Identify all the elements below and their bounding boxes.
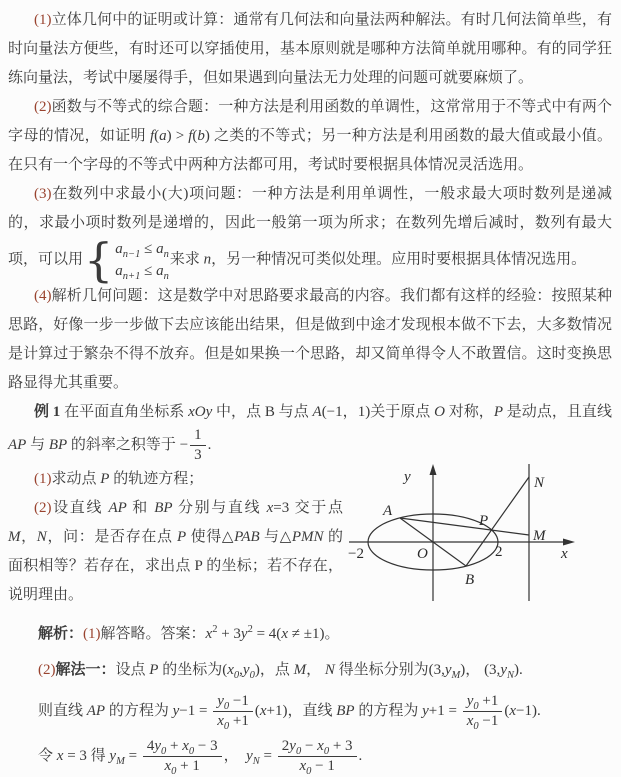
text-run — [115, 238, 169, 282]
text-run: ，另一种情况可类似处理。应用时要根据具体情况选用。 — [211, 251, 587, 268]
text-run: 的方程为 — [354, 702, 423, 719]
point-p-label: P — [479, 512, 489, 529]
math-variable: AP — [86, 702, 106, 719]
math-variable: x — [217, 712, 224, 729]
y-axis-arrow-icon — [430, 464, 437, 475]
math-roman: − 1 — [311, 758, 335, 775]
math-variable: x — [56, 748, 64, 765]
math-variable: a — [156, 241, 164, 257]
math-roman: . — [207, 437, 212, 454]
math-variable: x — [227, 661, 234, 678]
math-subscript: 0 — [473, 720, 479, 732]
math-variable: a — [159, 128, 167, 144]
math-superscript: 2 — [247, 623, 253, 635]
math-roman: + — [166, 738, 183, 754]
paragraph-2 — [8, 93, 612, 180]
math-variable: y — [240, 625, 248, 642]
math-subscript: 0 — [188, 746, 195, 757]
math-roman: −1 — [229, 692, 249, 709]
math-subscript: 0 — [223, 700, 230, 712]
math-variable: AP — [108, 499, 127, 516]
text-run: 则直线 — [38, 702, 87, 719]
point-m-label: M — [533, 527, 546, 544]
math-subscript: M — [451, 669, 461, 681]
math-variable: x — [182, 738, 189, 754]
math-roman: ( — [254, 702, 260, 719]
text-run: 与点 — [274, 404, 313, 420]
math-variable: A — [312, 404, 322, 420]
math-variable: x — [205, 625, 213, 642]
text-run: 例 1 — [34, 404, 61, 420]
fraction — [143, 738, 222, 776]
text-run: ， — [306, 661, 325, 678]
math-roman: ≤ — [140, 263, 157, 279]
math-variable: y — [466, 692, 474, 709]
math-variable: x — [466, 712, 474, 729]
math-variable: y — [154, 738, 161, 754]
math-roman: (3, — [428, 661, 445, 678]
text-run: 在数列中求最小(大)项问题：一种方法是利用单调性，一般求最大项时数列是递减的，求最小项时数列是递增的，因此一般第一项为所求；在数列先增后减时，数列有最大项，可以用 — [8, 186, 612, 268]
text-run: 的方程为 — [105, 702, 173, 719]
text-run: 求动点 — [51, 470, 101, 487]
math-subscript: n — [163, 249, 169, 260]
tick-label-neg2: −2 — [348, 545, 364, 562]
text-run: 得 — [90, 748, 110, 765]
math-variable: BP — [48, 437, 68, 454]
text-run — [213, 693, 253, 712]
math-roman: +1 — [229, 712, 249, 729]
text-run — [278, 738, 357, 757]
paragraph-marker: (3) — [34, 186, 52, 202]
text-run: ，直线 — [287, 702, 337, 719]
math-subscript: N — [252, 756, 260, 768]
text-run: 。 — [324, 625, 340, 642]
math-roman: . — [358, 748, 363, 765]
math-variable: P — [493, 404, 503, 420]
math-subscript: 0 — [233, 669, 240, 681]
math-roman: = — [124, 748, 141, 765]
math-roman: −1 = — [179, 702, 212, 719]
math-roman: −1). — [516, 702, 541, 719]
math-roman: +1 — [478, 692, 499, 709]
math-roman: P — [194, 557, 203, 574]
math-roman: − — [179, 437, 189, 454]
math-variable: N — [36, 528, 47, 545]
fraction — [190, 427, 206, 465]
math-subscript: N — [506, 669, 514, 681]
math-variable: f — [188, 128, 193, 144]
text-run: ，点 — [259, 661, 294, 678]
math-variable: y — [289, 738, 296, 754]
paragraph-marker: (2) — [38, 661, 56, 678]
math-variable: P — [100, 470, 110, 487]
math-variable: PAB — [234, 528, 260, 545]
text-run: 与 — [26, 437, 49, 454]
math-variable: P — [149, 661, 159, 678]
math-variable: x — [317, 738, 324, 754]
text-run: 关于原点 — [370, 404, 435, 420]
math-roman: = 3 — [63, 748, 91, 765]
text-run: 得坐标分别为 — [334, 661, 429, 678]
math-variable: y — [500, 661, 507, 678]
math-roman: ( — [222, 661, 228, 678]
paragraph-marker: (4) — [34, 288, 52, 304]
brace-icon: { — [84, 233, 114, 287]
math-roman: + 1 — [176, 758, 200, 775]
text-run: 对称， — [444, 404, 494, 420]
text-run: 之类的不等式；另一种方法是利用函数的最大值或最小值。在只有一个字母的不等式中两种方法都可用，考试时要根据具体情况灵活选用。 — [8, 128, 612, 173]
text-run: 设直线 — [51, 499, 109, 516]
math-roman: 2 — [281, 738, 290, 754]
math-variable: y — [242, 661, 250, 678]
math-subscript: 0 — [295, 746, 302, 757]
text-run — [278, 757, 357, 775]
text-run: 和 — [126, 499, 155, 516]
math-variable: BP — [336, 702, 355, 719]
origin-label: O — [417, 545, 428, 562]
math-variable: y — [246, 748, 253, 765]
fraction — [213, 693, 253, 731]
solution-answer-line — [8, 619, 612, 649]
math-roman: 4 — [146, 738, 155, 754]
math-variable: x — [259, 702, 267, 719]
text-run: 立体几何中的证明或计算：通常有几何法和向量法两种解法。有时几何法简单些，有时向量法方便些，有时还可以穿插使用，基本原则就是哪种方法简单就用哪种。有的同学狂练向量法，考试中屡屡得手，但如果遇到向量法无力处理的问题可就要麻烦了。 — [8, 12, 612, 86]
text-run — [143, 738, 222, 757]
math-roman: −1 — [478, 712, 499, 729]
text-run — [213, 712, 253, 730]
math-roman: ) > — [166, 128, 189, 144]
text-run: 设点 — [115, 661, 150, 678]
math-variable: a — [115, 263, 123, 279]
point-n-label: N — [534, 474, 545, 491]
text-run: ， — [465, 661, 485, 678]
math-variable: f — [149, 128, 155, 144]
math-variable: PMN — [291, 528, 324, 545]
text-run: 交于点 — [289, 499, 343, 516]
math-roman: + 3 — [217, 625, 241, 642]
text-run: 的面积相等？若存在，求出点 — [8, 528, 343, 574]
paragraph-marker: (1) — [34, 12, 52, 28]
text-run: 令 — [38, 748, 57, 765]
text-run — [115, 260, 169, 282]
math-variable: x — [266, 499, 274, 516]
math-subscript: 0 — [473, 700, 479, 712]
math-subscript: n — [163, 271, 169, 282]
text-run: ， — [20, 528, 37, 545]
math-superscript: 2 — [212, 623, 218, 635]
math-variable: O — [434, 404, 445, 420]
math-variable: y — [217, 692, 224, 709]
text-run: 分别与直线 — [172, 499, 267, 516]
text-run: 使得△ — [186, 528, 235, 545]
math-variable: y — [422, 702, 429, 719]
text-run: 是动点，且直线 — [503, 404, 612, 420]
math-subscript: 0 — [223, 720, 230, 732]
text-run: 来求 — [169, 251, 204, 268]
x-axis-label: x — [561, 545, 568, 562]
math-roman: (3, — [484, 661, 501, 678]
math-roman: ≠ ±1) — [287, 625, 325, 642]
fraction — [278, 738, 357, 776]
text-run: ，问：是否存在点 — [46, 528, 178, 545]
paragraph-marker: (1) — [83, 625, 101, 642]
math-subscript: 0 — [306, 766, 312, 777]
math-roman: ) — [254, 661, 260, 678]
solution-ym-yn-line — [8, 738, 612, 776]
geometry-diagram — [347, 461, 612, 613]
paragraph-marker: (2) — [34, 99, 52, 115]
text-run — [190, 427, 206, 446]
math-roman: +1) — [266, 702, 288, 719]
math-roman: ( — [192, 128, 198, 144]
math-subscript: n+1 — [122, 271, 141, 282]
point-b-label: B — [465, 571, 475, 588]
text-run: 中，点 — [212, 404, 265, 420]
paragraph-marker: (2) — [34, 499, 52, 516]
math-roman: + 3 — [329, 738, 353, 754]
math-variable: N — [324, 661, 335, 678]
text-run: 解析几何问题：这是数学中对思路要求最高的内容。我们都有这样的经验：按照某种思路，好像一步一步做下去应该能出结果，但是做到中途才发现根本做不下去，大多数情况是计算过于繁杂不得不放弃。但是如果换一个思路，却又简单得令人不敢置信。这时变换思路显得尤其重要。 — [8, 288, 612, 391]
math-variable: a — [156, 263, 164, 279]
math-variable: BP — [154, 499, 173, 516]
math-subscript: M — [116, 756, 125, 768]
text-run: 的坐标；若不存在，说明理由。 — [8, 557, 343, 603]
paragraph-marker: (1) — [34, 470, 52, 487]
math-subscript: 0 — [249, 669, 255, 681]
math-roman: ( — [504, 702, 510, 719]
math-roman: = — [259, 748, 276, 765]
math-variable: x — [509, 702, 516, 719]
math-roman: ) — [460, 661, 466, 678]
math-variable: x — [281, 625, 288, 642]
text-run — [463, 693, 503, 712]
math-roman: − 3 — [194, 738, 218, 754]
text-run — [143, 757, 222, 775]
text-run: 解法一： — [55, 661, 116, 678]
text-run: 的斜率之积等于 — [67, 437, 180, 454]
math-variable: a — [115, 241, 123, 257]
fraction — [463, 693, 503, 731]
text-run: ， — [223, 748, 247, 765]
math-subscript: 0 — [323, 746, 330, 757]
math-variable: M — [293, 661, 307, 678]
math-variable: y — [444, 661, 452, 678]
math-variable: AP — [8, 437, 27, 454]
math-variable: x — [299, 758, 307, 775]
paragraph-1 — [8, 6, 612, 93]
math-roman: ≤ — [140, 241, 157, 257]
text-run — [115, 238, 169, 260]
math-variable: y — [109, 748, 117, 765]
math-roman: = 4( — [252, 625, 282, 642]
math-variable: P — [177, 528, 187, 545]
math-roman: (−1，1) — [321, 404, 371, 420]
math-roman: B — [264, 404, 275, 420]
math-roman: ( — [154, 128, 160, 144]
text-run: 的坐标为 — [158, 661, 223, 678]
point-a-label: A — [383, 502, 393, 519]
y-axis-label: y — [404, 468, 411, 485]
math-roman: 1 — [194, 427, 202, 443]
math-roman: 3 — [194, 447, 202, 464]
solution-method-line — [8, 655, 612, 685]
math-roman: +1 = — [428, 702, 461, 719]
paragraph-3 — [8, 180, 612, 287]
math-roman: ). — [514, 661, 523, 678]
math-roman: , — [239, 661, 243, 678]
math-subscript: 0 — [171, 766, 177, 777]
x-axis-arrow-icon — [563, 538, 575, 545]
math-variable: M — [8, 528, 21, 545]
example-figure-section — [8, 465, 612, 613]
text-run: 在平面直角坐标系 — [60, 404, 189, 420]
math-variable: xOy — [188, 404, 213, 420]
text-run: 解答略。答案： — [100, 625, 206, 642]
text-run: 函数与不等式的综合题：一种方法是利用函数的单调性，这常常用于不等式中有两个字母的情况，如证明 — [8, 99, 612, 144]
math-roman: =3 — [273, 499, 290, 516]
math-roman: − — [301, 738, 318, 754]
text-run — [463, 712, 503, 730]
math-roman: ) — [204, 128, 210, 144]
math-subscript: 0 — [160, 746, 167, 757]
text-run: 的轨迹方程； — [109, 470, 204, 487]
math-variable: b — [197, 128, 205, 144]
math-subscript: n−1 — [122, 249, 141, 260]
math-variable: n — [203, 251, 212, 268]
math-variable: y — [172, 702, 180, 719]
text-run — [190, 446, 206, 464]
cases-brace — [84, 233, 169, 287]
solution-equations-line — [8, 693, 612, 731]
text-run: 与△ — [259, 528, 292, 545]
example-intro — [8, 398, 612, 465]
paragraph-4 — [8, 282, 612, 398]
tick-label-2: 2 — [495, 543, 503, 560]
text-run: 解析： — [38, 625, 84, 642]
math-variable: x — [164, 758, 172, 775]
